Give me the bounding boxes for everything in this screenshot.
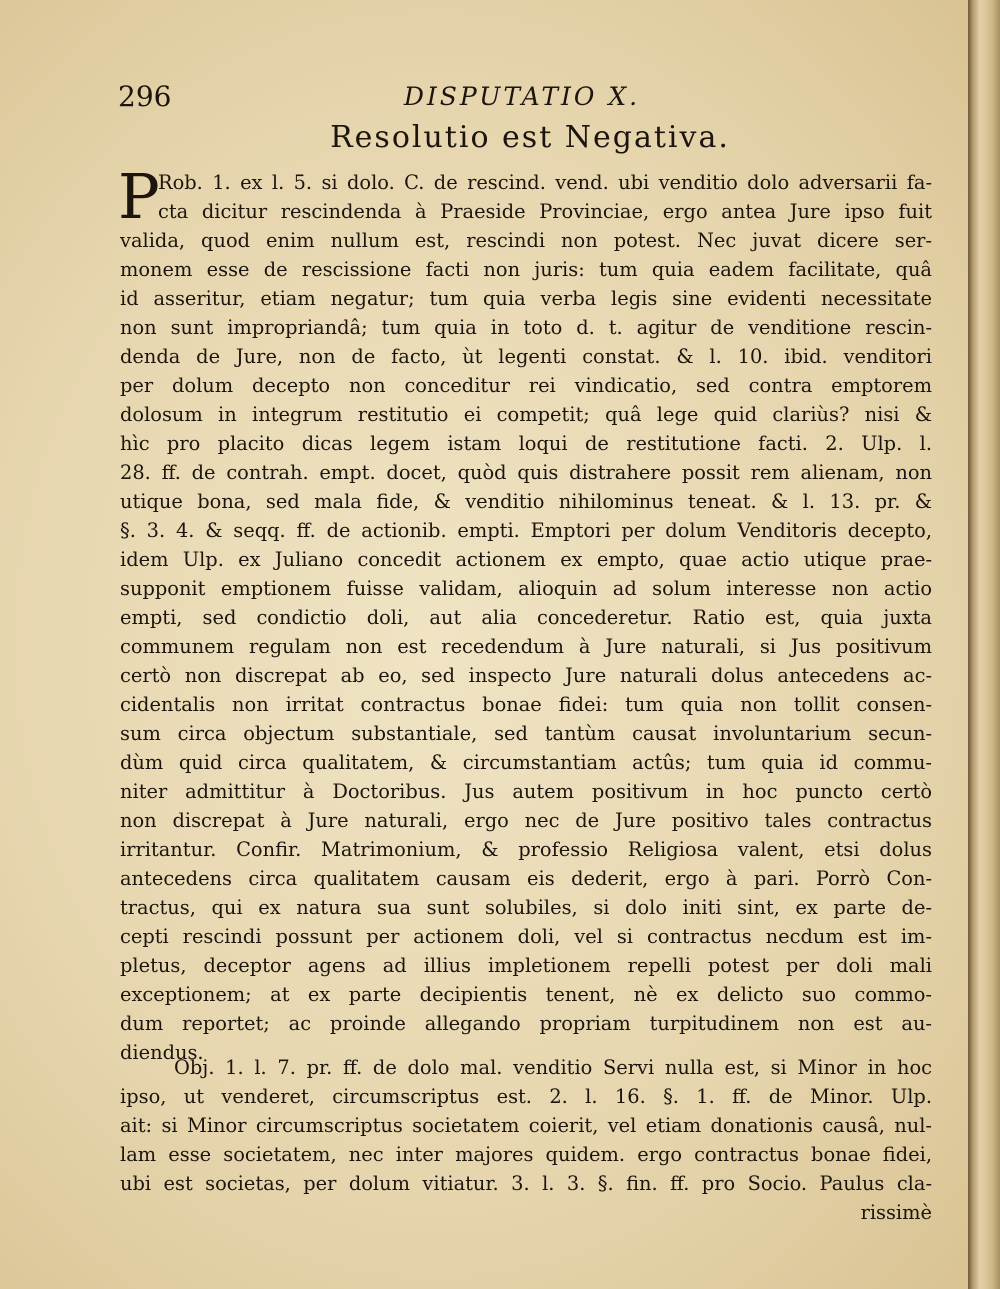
text-line: Obj. 1. l. 7. pr. ff. de dolo mal. venditio Servi nulla est, si Minor in hoc [174, 1056, 932, 1079]
text-line: certò non discrepat ab eo, sed inspecto Jure naturali dolus antecedens ac- [120, 664, 932, 687]
drop-cap: P [118, 160, 160, 233]
text-line: idem Ulp. ex Juliano concedit actionem ex empto, quae actio utique prae- [120, 548, 932, 571]
text-line: irritantur. Confir. Matrimonium, & professio Religiosa valent, etsi dolus [120, 838, 932, 861]
text-line: antecedens circa qualitatem causam eis dederit, ergo à pari. Porrò Con- [120, 867, 932, 890]
text-line: sum circa objectum substantiale, sed tantùm causat involuntarium secun- [120, 722, 932, 745]
text-line: 28. ff. de contrah. empt. docet, quòd quis distrahere possit rem alienam, non [120, 461, 932, 484]
text-line: denda de Jure, non de facto, ùt legenti constat. & l. 10. ibid. venditori [120, 345, 932, 368]
text-line: diendus. [120, 1041, 204, 1064]
page-number: 296 [118, 80, 172, 113]
text-line: ait: si Minor circumscriptus societatem coierit, vel etiam donationis causâ, nul- [120, 1114, 932, 1137]
book-gutter-edge [968, 0, 1000, 1289]
text-line: hìc pro placito dicas legem istam loqui de restitutione facti. 2. Ulp. l. [120, 432, 932, 455]
text-line: communem regulam non est recedendum à Jure naturali, si Jus positivum [120, 635, 932, 658]
text-line: exceptionem; at ex parte decipientis tenent, nè ex delicto suo commo- [120, 983, 932, 1006]
text-line: cta dicitur rescindenda à Praeside Provinciae, ergo antea Jure ipso fuit [158, 200, 932, 223]
text-line: valida, quod enim nullum est, rescindi non potest. Nec juvat dicere ser- [120, 229, 932, 252]
text-line: dum reportet; ac proinde allegando propriam turpitudinem non est au- [120, 1012, 932, 1035]
text-line: ubi est societas, per dolum vitiatur. 3. l. 3. §. fin. ff. pro Socio. Paulus cla- [120, 1172, 932, 1195]
text-line: §. 3. 4. & seqq. ff. de actionib. empti. Emptori per dolum Venditoris decepto, [120, 519, 932, 542]
text-line: ipso, ut venderet, circumscriptus est. 2. l. 16. §. 1. ff. de Minor. Ulp. [120, 1085, 932, 1108]
catchword: rissimè [860, 1201, 932, 1224]
text-line: utique bona, sed mala fide, & venditio nihilominus teneat. & l. 13. pr. & [120, 490, 932, 513]
text-line: supponit emptionem fuisse validam, alioquin ad solum interesse non actio [120, 577, 932, 600]
text-line: pletus, deceptor agens ad illius impletionem repelli potest per doli mali [120, 954, 932, 977]
text-line: dùm quid circa qualitatem, & circumstantiam actûs; tum quia id commu- [120, 751, 932, 774]
text-line: cepti rescindi possunt per actionem doli, vel si contractus necdum est im- [120, 925, 932, 948]
text-line: lam esse societatem, nec inter majores quidem. ergo contractus bonae fidei, [120, 1143, 932, 1166]
text-line: per dolum decepto non conceditur rei vindicatio, sed contra emptorem [120, 374, 932, 397]
text-line: non discrepat à Jure naturali, ergo nec de Jure positivo tales contractus [120, 809, 932, 832]
text-line: tractus, qui ex natura sua sunt solubiles, si dolo initi sint, ex parte de- [120, 896, 932, 919]
text-line: monem esse de rescissione facti non juris: tum quia eadem facilitate, quâ [120, 258, 932, 281]
text-line: niter admittitur à Doctoribus. Jus autem positivum in hoc puncto certò [120, 780, 932, 803]
running-head: DISPUTATIO X. [403, 82, 641, 111]
page-header [112, 80, 932, 120]
text-line: empti, sed condictio doli, aut alia concederetur. Ratio est, quia juxta [120, 606, 932, 629]
text-line: id asseritur, etiam negatur; tum quia verba legis sine evidenti necessitate [120, 287, 932, 310]
text-line: Rob. 1. ex l. 5. si dolo. C. de rescind. vend. ubi venditio dolo adversarii fa- [158, 171, 932, 194]
paragraph-1 [118, 160, 932, 1067]
section-title: Resolutio est Negativa. [330, 120, 730, 155]
text-line: cidentalis non irritat contractus bonae fidei: tum quia non tollit consen- [120, 693, 932, 716]
text-line: dolosum in integrum restitutio ei competit; quâ lege quid clariùs? nisi & [120, 403, 932, 426]
paragraph-2 [120, 1053, 932, 1227]
text-line: non sunt impropriandâ; tum quia in toto d. t. agitur de venditione rescin- [120, 316, 932, 339]
